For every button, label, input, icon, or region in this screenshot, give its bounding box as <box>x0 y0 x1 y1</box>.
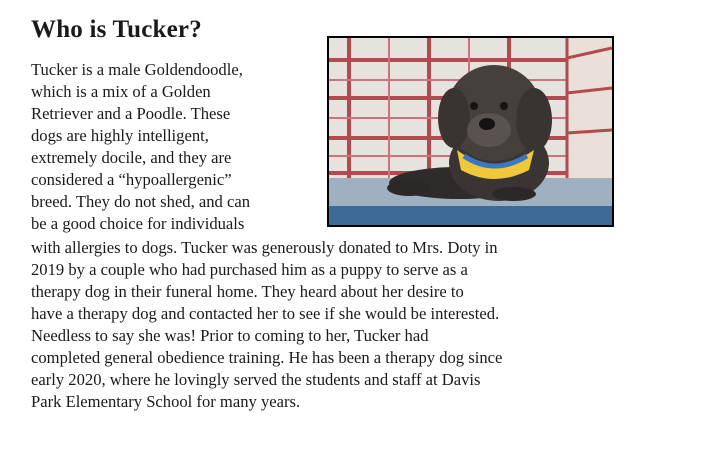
body-text-line: early 2020, where he lovingly served the students and staff at Davis <box>31 370 481 389</box>
body-text-line: which is a mix of a Golden <box>31 82 211 101</box>
body-text-line: Tucker is a male Goldendoodle, <box>31 60 243 79</box>
body-text-line: dogs are highly intelligent, <box>31 126 209 145</box>
tucker-photo <box>327 36 614 227</box>
dog-photo-illustration <box>329 38 612 225</box>
body-text-line: be a good choice for individuals <box>31 214 245 233</box>
body-text-line: with allergies to dogs. Tucker was generously donated to Mrs. Doty in <box>31 238 498 257</box>
body-text-line: completed general obedience training. He has been a therapy dog since <box>31 348 503 367</box>
body-text-line: therapy dog in their funeral home. They heard about her desire to <box>31 282 464 301</box>
body-text-line: have a therapy dog and contacted her to see if she would be interested. <box>31 304 500 323</box>
body-text-line: extremely docile, and they are <box>31 148 232 167</box>
body-text-line: 2019 by a couple who had purchased him as a puppy to serve as a <box>31 260 468 279</box>
body-text-line: breed. They do not shed, and can <box>31 192 251 211</box>
body-text-line: Retriever and a Poodle. These <box>31 104 231 123</box>
body-text-line: Park Elementary School for many years. <box>31 392 301 411</box>
body-text-line: considered a “hypoallergenic” <box>31 170 232 189</box>
body-text-line: Needless to say she was! Prior to coming to her, Tucker had <box>31 326 429 345</box>
page-title: Who is Tucker? <box>31 16 202 43</box>
